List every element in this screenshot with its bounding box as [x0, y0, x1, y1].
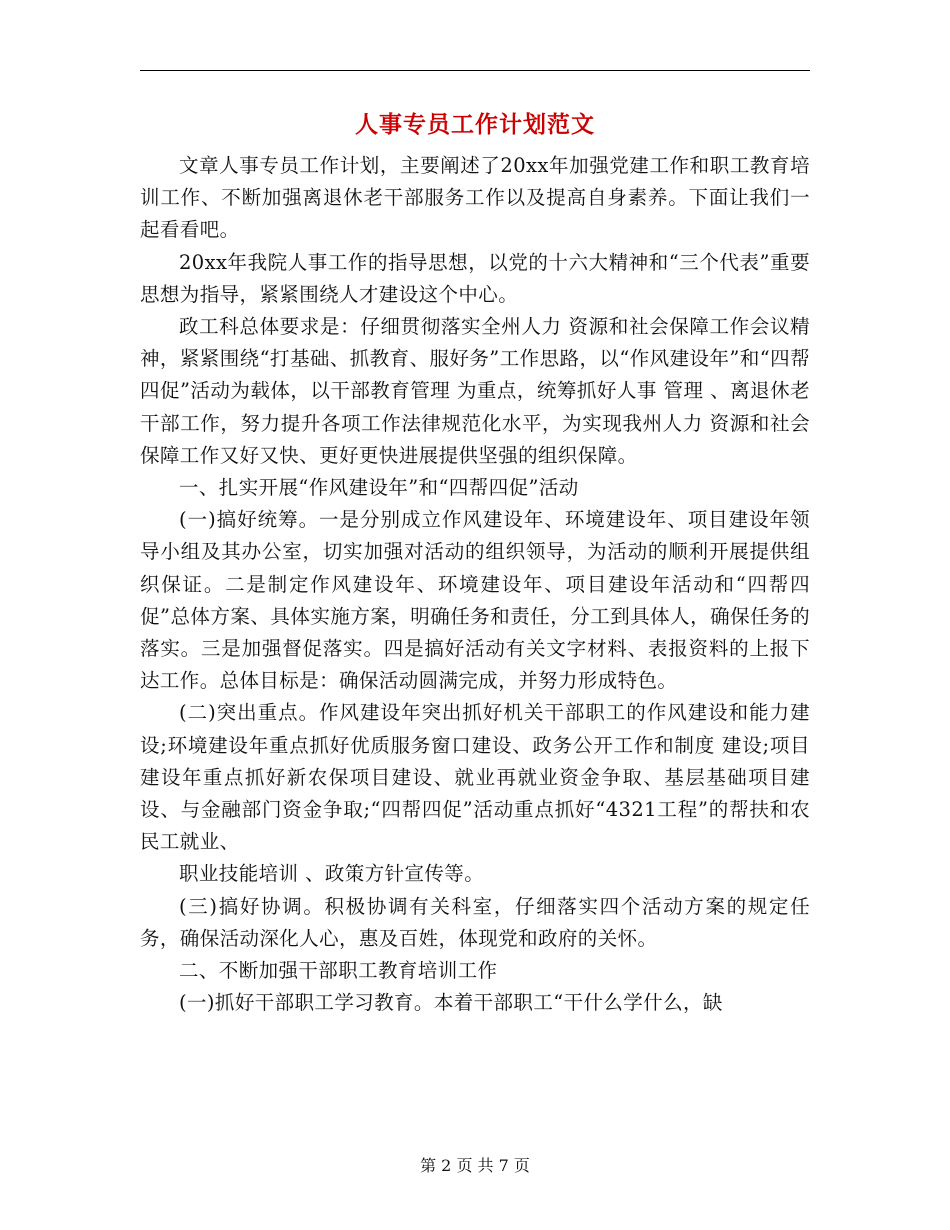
paragraph-staff-education: (一)抓好干部职工学习教育。本着干部职工“干什么学什么，缺	[179, 991, 723, 1015]
document-title: 人事专员工作计划范文	[355, 111, 595, 138]
paragraph-key-points: (二)突出重点。作风建设年突出抓好机关干部职工的作风建设和能力建设;环境建设年重点抓好优质服务窗口建设、政务公开工作和制度 建设;项目建设年重点抓好新农保项目建设、就业再就业资金争取、基层基础项目建设、与金融部门资金争取;“四帮四促”活动重点抓好“4321工程”的帮扶和农民工就业、	[140, 701, 810, 854]
paragraph-intro: 文章人事专员工作计划，主要阐述了20xx年加强党建工作和职工教育培训工作、不断加强离退休老干部服务工作以及提高自身素养。下面让我们一起看看吧。	[140, 154, 810, 242]
paragraph-coordination: (一)搞好统筹。一是分别成立作风建设年、环境建设年、项目建设年领导小组及其办公室，切实加强对活动的组织领导，为活动的顺利开展提供组织保证。二是制定作风建设年、环境建设年、项目建设年活动和“四帮四促”总体方案、具体实施方案，明确任务和责任，分工到具体人，确保任务的落实。三是加强督促落实。四是搞好活动有关文字材料、表报资料的上报下达工作。总体目标是：确保活动圆满完成，并努力形成特色。	[140, 508, 810, 693]
document-body	[140, 150, 810, 1019]
header-rule	[140, 70, 810, 71]
page-number: 第 2 页 共 7 页	[420, 1156, 530, 1175]
paragraph-overall-requirements: 政工科总体要求是：仔细贯彻落实全州人力 资源和社会保障工作会议精神，紧紧围绕“打基础、抓教育、服好务”工作思路，以“作风建设年”和“四帮四促”活动为载体，以干部教育管理 为重点，统筹抓好人事 管理 、离退休老干部工作，努力提升各项工作法律规范化水平，为实现我州人力 资源和社会保障工作又好又快、更好更快进展提供坚强的组织保障。	[140, 315, 810, 467]
section-heading-2: 二、不断加强干部职工教育培训工作	[179, 959, 498, 983]
section-heading-1: 一、扎实开展“作风建设年”和“四帮四促”活动	[179, 476, 579, 500]
paragraph-key-points-continued: 职业技能培训 、政策方针宣传等。	[179, 862, 485, 886]
paragraph-guiding-ideology: 20xx年我院人事工作的指导思想，以党的十六大精神和“三个代表”重要思想为指导，紧紧围绕人才建设这个中心。	[140, 250, 810, 306]
paragraph-cooperation: (三)搞好协调。积极协调有关科室，仔细落实四个活动方案的规定任务，确保活动深化人心，惠及百姓，体现党和政府的关怀。	[140, 894, 810, 950]
